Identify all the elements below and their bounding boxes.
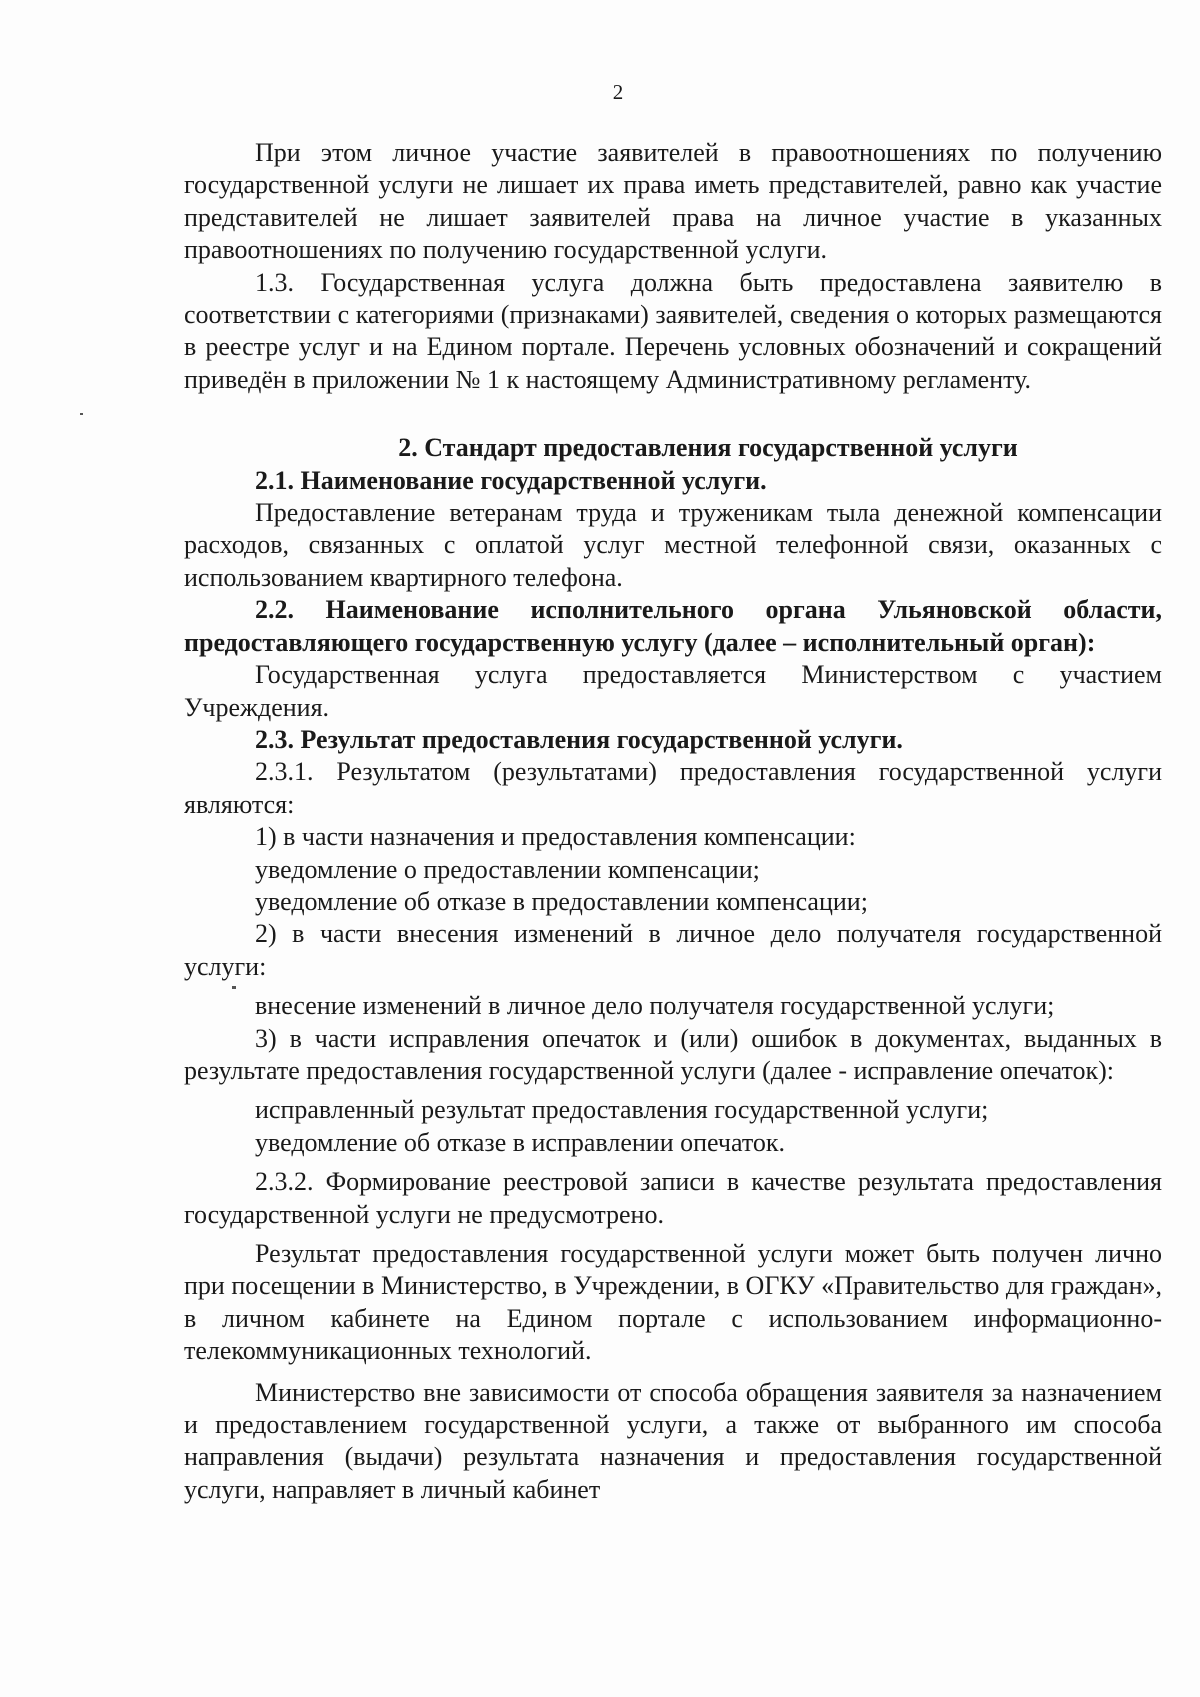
scan-speck xyxy=(80,413,83,415)
paragraph-ministry: Министерство вне зависимости от способа обращения заявителя за назначением и предоставлением государственной услуги, а также от выбранного им способа направления (выдачи) результата назначения и предоставления государственной услуги, направляет в личный кабинет xyxy=(184,1377,1162,1504)
document-body xyxy=(184,137,1162,1506)
list-item: уведомление об отказе в исправлении опечаток. xyxy=(255,1127,786,1157)
list-item: уведомление о предоставлении компенсации; xyxy=(255,854,760,884)
paragraph-2-1: Предоставление ветеранам труда и труженикам тыла денежной компенсации расходов, связанных с оплатой услуг местной телефонной связи, оказанных с использованием квартирного телефона. xyxy=(184,498,1162,592)
list-item: уведомление об отказе в предоставлении компенсации; xyxy=(255,886,868,916)
page-number: 2 xyxy=(612,80,624,104)
paragraph-2-3-1: 2.3.1. Результатом (результатами) предоставления государственной услуги являются: xyxy=(184,757,1162,819)
paragraph-result: Результат предоставления государственной услуги может быть получен лично при посещении в Министерство, в Учреждении, в ОГКУ «Правительство для граждан», в личном кабинете на Едином портале с использованием информационно-телекоммуникационных технологий. xyxy=(184,1239,1162,1366)
list-item: 1) в части назначения и предоставления компенсации: xyxy=(255,822,856,852)
list-item: исправленный результат предоставления государственной услуги; xyxy=(255,1095,989,1125)
section-heading-2: 2. Стандарт предоставления государственной услуги xyxy=(398,433,1018,463)
paragraph-1-3: 1.3. Государственная услуга должна быть предоставлена заявителю в соответствии с категориями (признаками) заявителей, сведения о которых размещаются в реестре услуг и на Едином портале. Перечень условных обозначений и сокращений приведён в приложении № 1 к настоящему Административному регламенту. xyxy=(184,267,1162,394)
subheading-2-1: 2.1. Наименование государственной услуги. xyxy=(255,465,767,495)
paragraph-2-3-2: 2.3.2. Формирование реестровой записи в качестве результата предоставления государственной услуги не предусмотрено. xyxy=(184,1167,1162,1229)
paragraph-representatives: При этом личное участие заявителей в правоотношениях по получению государственной услуги не лишает их права иметь представителей, равно как участие представителей не лишает заявителей права на личное участие в указанных правоотношениях по получению государственной услуги. xyxy=(184,138,1162,265)
paragraph-2-2: Государственная услуга предоставляется Министерством с участием Учреждения. xyxy=(184,660,1162,722)
subheading-2-2: 2.2. Наименование исполнительного органа Ульяновской области, предоставляющего государственную услугу (далее – исполнительный орган): xyxy=(184,595,1162,657)
list-item: внесение изменений в личное дело получателя государственной услуги; xyxy=(255,991,1055,1021)
list-item: 3) в части исправления опечаток и (или) ошибок в документах, выданных в результате предоставления государственной услуги (далее - исправление опечаток): xyxy=(184,1023,1162,1085)
subheading-2-3: 2.3. Результат предоставления государственной услуги. xyxy=(255,724,903,754)
list-item: 2) в части внесения изменений в личное дело получателя государственной услуги: xyxy=(184,919,1162,981)
